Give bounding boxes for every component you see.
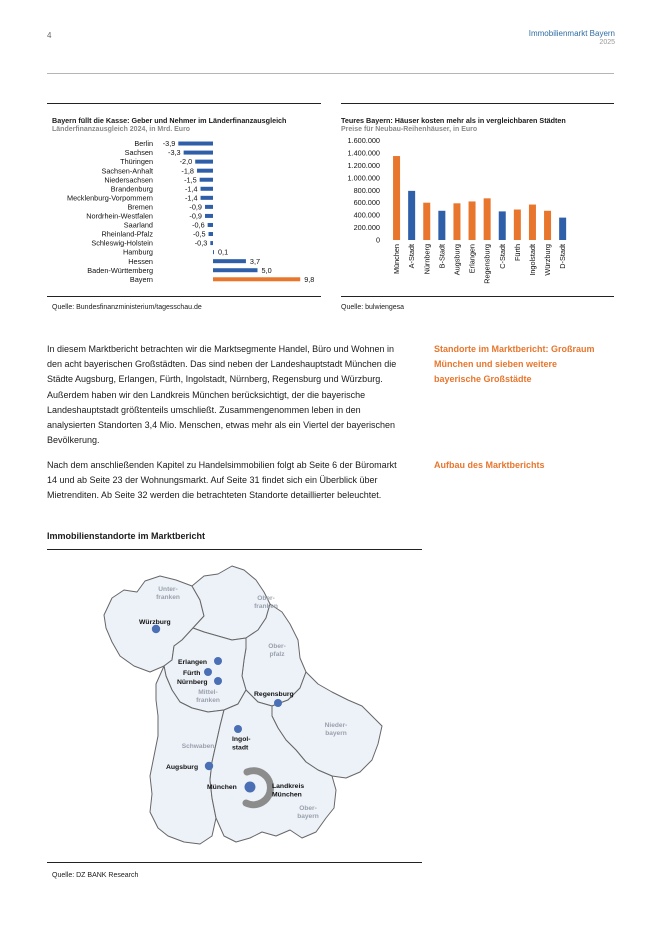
bar-nürnberg — [423, 203, 430, 240]
city-dot-nuernberg — [214, 677, 222, 685]
x-tick-label: D-Stadt — [558, 244, 568, 269]
bar-erlangen — [469, 201, 476, 240]
city-dot-fuerth — [204, 668, 212, 676]
label-wuerzburg: Würzburg — [139, 619, 171, 626]
label-oberpfalz: Ober-pfalz — [268, 643, 286, 658]
label-oberfranken: Ober-franken — [254, 595, 278, 610]
chart-left-bottom-rule — [47, 296, 321, 297]
label-mittelfranken: Mittel-franken — [196, 689, 220, 704]
city-dot-wuerzburg — [152, 625, 160, 633]
bar-augsburg — [453, 203, 460, 240]
category-label: Schleswig-Holstein — [91, 238, 153, 248]
value-label: -0,9 — [189, 211, 202, 221]
y-tick-label: 1.000.000 — [347, 173, 380, 183]
y-tick-label: 0 — [375, 235, 380, 245]
bar-regensburg — [484, 198, 491, 240]
label-niederbayern: Nieder-bayern — [324, 722, 348, 737]
value-label: -0,3 — [194, 238, 208, 248]
category-label: Mecklenburg-Vorpommern — [67, 193, 153, 203]
value-label: -1,4 — [184, 184, 198, 194]
chart-left-top-rule — [47, 103, 321, 104]
bar-schleswig-holstein — [210, 241, 213, 245]
city-dot-erlangen — [214, 657, 222, 665]
value-label: -1,8 — [181, 166, 194, 176]
category-label: Bayern — [129, 274, 153, 284]
chart-right-bottom-rule — [341, 296, 614, 297]
chart-right-subtitle: Preise für Neubau-Reihenhäuser, in Euro — [341, 126, 478, 133]
bar-sachsen — [184, 151, 213, 155]
sidenote-structure: Aufbau des Marktberichts — [434, 460, 545, 470]
category-label: Nordrhein-Westfalen — [86, 211, 153, 221]
bar-nordrhein-westfalen — [205, 214, 213, 218]
y-tick-label: 1.600.000 — [347, 136, 380, 145]
publication-year: 2025 — [599, 39, 615, 46]
label-regensburg: Regensburg — [254, 691, 294, 698]
chart-left-subtitle: Länderfinanzausgleich 2024, in Mrd. Euro — [52, 126, 191, 133]
bar-ingolstadt — [529, 205, 536, 240]
x-tick-label: C-Stadt — [497, 244, 507, 269]
category-label: Baden-Württemberg — [87, 265, 153, 275]
value-label: -1,5 — [184, 175, 197, 185]
value-label: -1,4 — [184, 193, 198, 203]
intro-paragraph: In diesem Marktbericht betrachten wir die Marktsegmente Handel, Büro und Wohnen in den acht bayerischen Großstädten. Das sind neben der Landeshauptstadt München die Städte Augsburg, Erlangen, Fürth, Ingolstadt, Nürnberg, Regensburg und Würzburg. Außerdem haben wir den Landkreis München berücksichtigt, der die bayerische Landeshauptstadt größtenteils umschließt. Zusammengenommen leben in den analysierten Standorten 3,4 Mio. Menschen, etwas mehr als ein Viertel der bayerischen Bevölkerung. — [47, 344, 397, 446]
x-tick-label: B-Stadt — [437, 244, 447, 269]
bar-berlin — [178, 142, 213, 146]
bar-hamburg — [213, 250, 214, 254]
value-label: -0,9 — [189, 202, 202, 212]
label-landkreis-muenchen: Landkreis München — [272, 783, 305, 799]
header-rule — [47, 73, 614, 74]
bar-fürth — [514, 210, 521, 240]
bar-thüringen — [195, 160, 213, 164]
bar-münchen — [393, 156, 400, 240]
sidenote-locations: Standorte im Marktbericht: Großraum München und sieben weitere bayerische Großstädte — [434, 344, 595, 385]
value-label: 3,7 — [249, 256, 261, 266]
bavaria-map — [90, 558, 390, 858]
value-label: 9,8 — [304, 274, 315, 284]
bar-bayern — [213, 277, 300, 281]
value-label: -2,0 — [179, 157, 193, 167]
map-top-rule — [47, 549, 422, 550]
category-label: Hamburg — [122, 247, 153, 257]
bar-würzburg — [544, 211, 551, 240]
chart-left-source: Quelle: Bundesfinanzministerium/tagesschau.de — [52, 304, 202, 311]
y-tick-label: 400.000 — [353, 210, 380, 220]
chart-right-source: Quelle: bulwiengesa — [341, 304, 405, 311]
y-tick-label: 1.200.000 — [347, 160, 380, 170]
value-label: -0,6 — [192, 220, 205, 230]
bar-mecklenburg-vorpommern — [201, 196, 213, 200]
bar-brandenburg — [201, 187, 213, 191]
category-label: Sachsen — [124, 148, 153, 158]
value-label: 0,1 — [218, 247, 229, 257]
category-label: Berlin — [134, 139, 153, 149]
label-schwaben: Schwaben — [181, 743, 215, 750]
map-source: Quelle: DZ BANK Research — [52, 872, 139, 879]
bar-sachsen-anhalt — [197, 169, 213, 173]
x-tick-label: Augsburg — [452, 244, 462, 276]
bar-niedersachsen — [200, 178, 213, 182]
finanzausgleich-bar-chart — [47, 136, 327, 296]
x-tick-label: Ingolstadt — [527, 244, 537, 276]
bar-saarland — [208, 223, 213, 227]
label-fuerth: Fürth — [183, 670, 201, 677]
x-tick-label: Nürnberg — [422, 244, 432, 275]
city-dot-regensburg — [274, 699, 282, 707]
chart-left-title: Bayern füllt die Kasse: Geber und Nehmer im Länderfinanzausgleich — [52, 116, 287, 125]
bar-c-stadt — [499, 211, 506, 240]
y-tick-label: 600.000 — [353, 198, 380, 208]
x-tick-label: Fürth — [512, 244, 522, 262]
bar-b-stadt — [438, 211, 445, 240]
reihenhaus-price-chart — [336, 134, 616, 294]
x-tick-label: Regensburg — [482, 244, 492, 284]
category-label: Rheinland-Pfalz — [101, 229, 153, 239]
label-nuernberg: Nürnberg — [177, 679, 208, 686]
bar-bremen — [205, 205, 213, 209]
label-ingolstadt: Ingol-stadt — [232, 736, 251, 752]
chart-right-title: Teures Bayern: Häuser kosten mehr als in vergleichbaren Städten — [341, 116, 566, 125]
x-tick-label: Erlangen — [467, 244, 477, 274]
publication-title: Immobilienmarkt Bayern — [528, 29, 615, 38]
x-tick-label: München — [392, 244, 402, 275]
category-label: Sachsen-Anhalt — [101, 166, 153, 176]
category-label: Brandenburg — [110, 184, 153, 194]
y-tick-label: 200.000 — [353, 223, 380, 233]
y-tick-label: 1.400.000 — [347, 148, 380, 158]
value-label: 5,0 — [261, 265, 272, 275]
x-tick-label: A-Stadt — [407, 244, 417, 269]
category-label: Hessen — [128, 256, 153, 266]
chart-right-top-rule — [341, 103, 614, 104]
city-dot-ingolstadt — [234, 725, 242, 733]
city-dot-muenchen — [245, 782, 256, 793]
structure-paragraph: Nach dem anschließenden Kapitel zu Handelsimmobilien folgt ab Seite 6 der Büromarkt 14 und ab Seite 23 der Wohnungsmarkt. Auf Seite 31 findet sich ein Überblick über Mietrenditen. Ab Seite 32 werden die betrachteten Standorte detaillierter beleuchtet. — [47, 460, 397, 501]
bar-baden-württemberg — [213, 268, 258, 272]
label-erlangen: Erlangen — [178, 659, 208, 666]
label-unterfranken: Unter-franken — [156, 586, 180, 601]
label-augsburg: Augsburg — [166, 764, 199, 771]
map-title: Immobilienstandorte im Marktbericht — [47, 531, 206, 541]
category-label: Saarland — [123, 220, 153, 230]
bar-a-stadt — [408, 191, 415, 240]
bar-d-stadt — [559, 218, 566, 240]
value-label: -0,5 — [192, 229, 206, 239]
value-label: -3,3 — [168, 148, 181, 158]
label-muenchen: München — [207, 784, 237, 791]
map-bottom-rule — [47, 862, 422, 863]
y-tick-label: 800.000 — [353, 185, 380, 195]
value-label: -3,9 — [162, 139, 176, 149]
category-label: Bremen — [127, 202, 153, 212]
bar-hessen — [213, 259, 246, 263]
label-oberbayern: Ober-bayern — [297, 805, 319, 820]
category-label: Niedersachsen — [104, 175, 153, 185]
page-number: 4 — [47, 31, 52, 40]
x-tick-label: Würzburg — [543, 244, 553, 276]
bar-rheinland-pfalz — [209, 232, 213, 236]
city-dot-augsburg — [205, 762, 213, 770]
category-label: Thüringen — [120, 157, 153, 167]
